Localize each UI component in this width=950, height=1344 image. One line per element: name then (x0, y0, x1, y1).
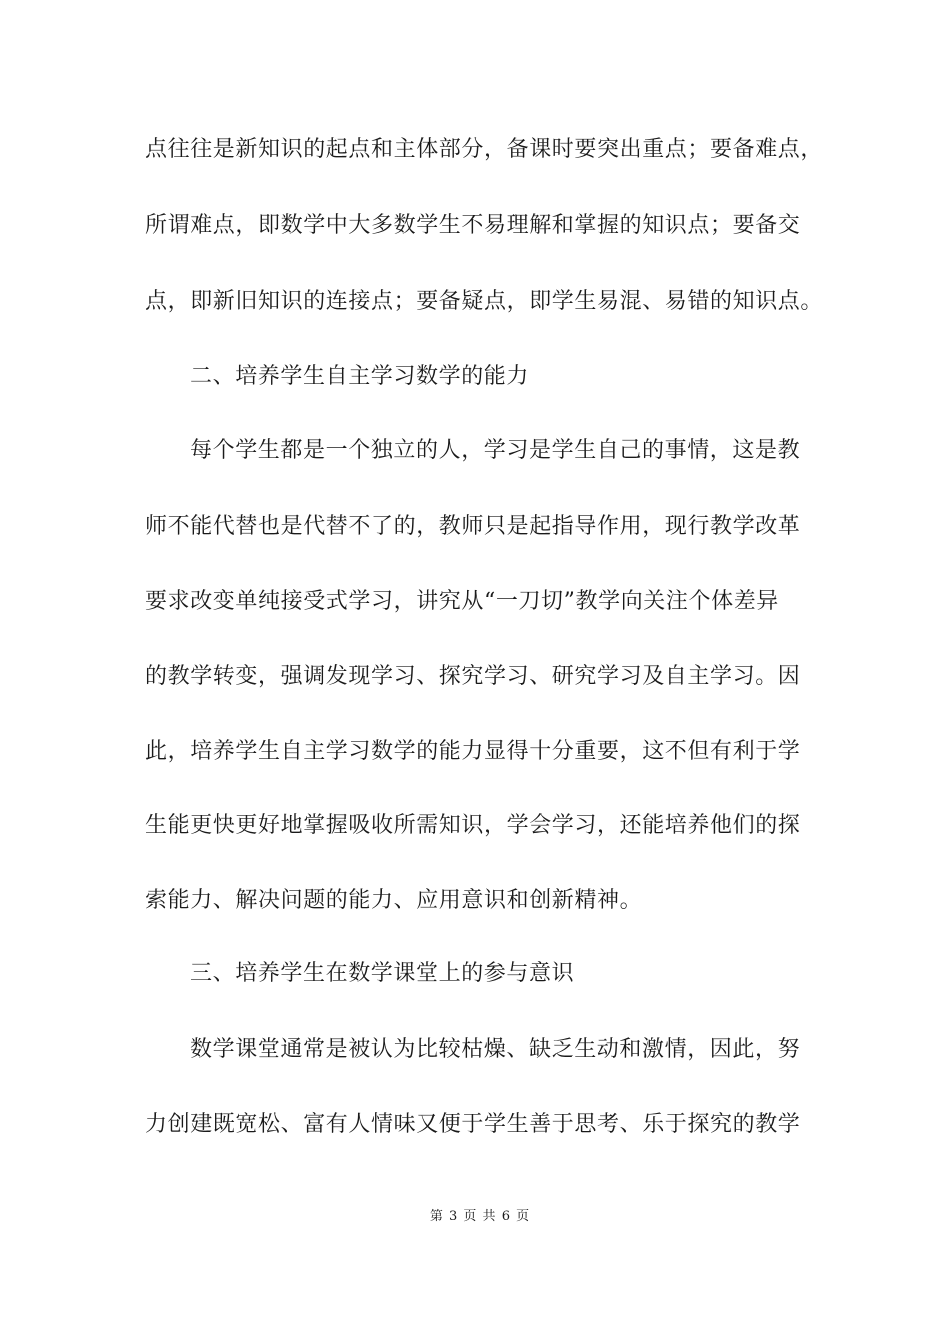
body-text-line: 此，培养学生自主学习数学的能力显得十分重要，这不但有利于学 (145, 739, 801, 764)
section-heading-3: 三、培养学生在数学课堂上的参与意识 (190, 961, 575, 986)
body-text-line: 数学课堂通常是被认为比较枯燥、缺乏生动和激情，因此，努 (190, 1037, 801, 1062)
body-text-line: 所谓难点，即数学中大多数学生不易理解和掌握的知识点；要备交 (145, 213, 801, 238)
body-text-line: 点往往是新知识的起点和主体部分，备课时要突出重点；要备难点， (145, 137, 824, 162)
body-text-line: 力创建既宽松、富有人情味又便于学生善于思考、乐于探究的教学 (145, 1112, 801, 1137)
body-text-line: 每个学生都是一个独立的人，学习是学生自己的事情，这是教 (190, 438, 801, 463)
body-text-line: 生能更快更好地掌握吸收所需知识，学会学习，还能培养他们的探 (145, 813, 801, 838)
section-heading-2: 二、培养学生自主学习数学的能力 (190, 364, 530, 389)
body-text-line: 点，即新旧知识的连接点；要备疑点，即学生易混、易错的知识点。 (145, 289, 824, 314)
body-text-line: 师不能代替也是代替不了的，教师只是起指导作用，现行教学改革 (145, 514, 801, 539)
body-text-line: 索能力、解决问题的能力、应用意识和创新精神。 (145, 888, 643, 913)
body-text-line: 要求改变单纯接受式学习，讲究从“一刀切”教学向关注个体差异 (145, 589, 779, 614)
page-number-footer: 第 3 页 共 6 页 (429, 1209, 531, 1224)
body-text-line: 的教学转变，强调发现学习、探究学习、研究学习及自主学习。因 (145, 664, 801, 689)
